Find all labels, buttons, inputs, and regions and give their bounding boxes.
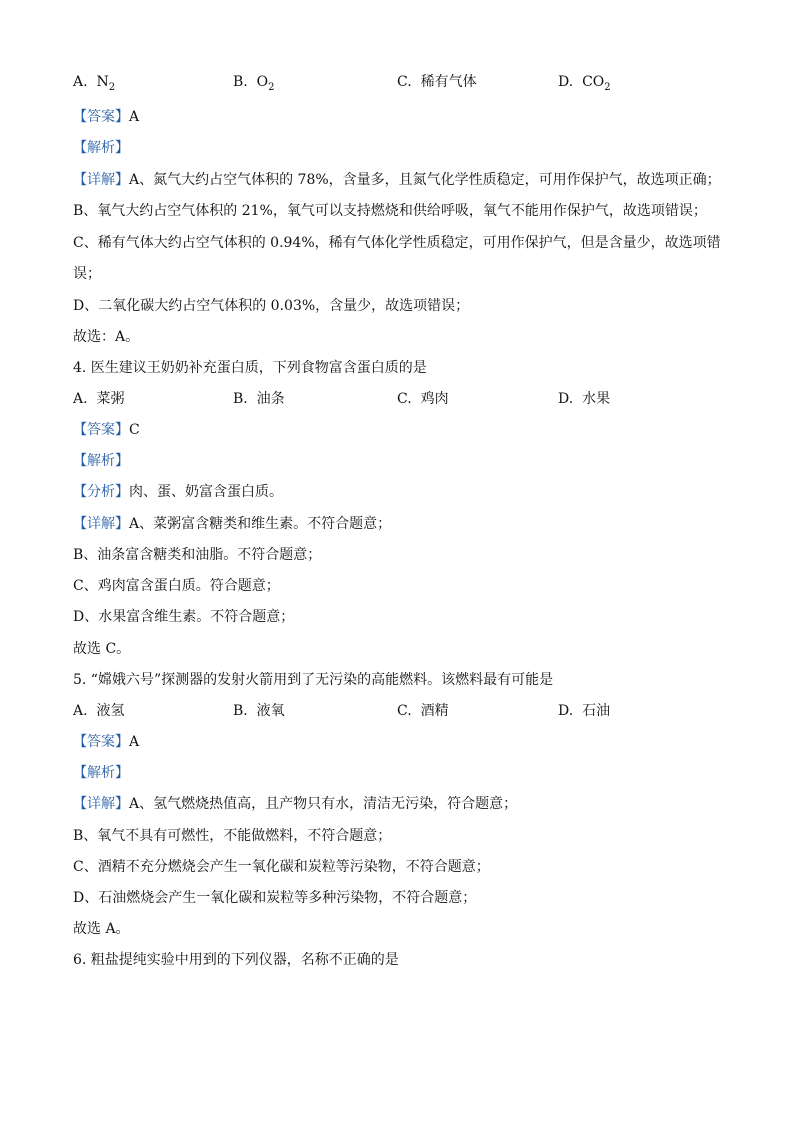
q3-answer: 【答案】A bbox=[73, 109, 140, 125]
q4-detail-line-2: B、油条富含糖类和油脂。不符合题意； bbox=[73, 547, 322, 563]
q4-conclusion: 故选 C。 bbox=[73, 641, 131, 657]
q6-question: 6. 粗盐提纯实验中用到的下列仪器，名称不正确的是 bbox=[73, 952, 399, 968]
q4-options bbox=[73, 389, 723, 409]
q4-detail-line-4: D、水果富含维生素。不符合题意； bbox=[73, 609, 295, 625]
q4-answer: 【答案】C bbox=[73, 422, 140, 438]
q5-option-c: C. 酒精 bbox=[397, 703, 449, 719]
q5-options bbox=[73, 701, 723, 721]
q3-detail-line-3: C、稀有气体大约占空气体积的 0.94%，稀有气体化学性质稳定，可用作保护气，但是含量少，故选项错 bbox=[73, 235, 721, 251]
q4-question: 4. 医生建议王奶奶补充蛋白质，下列食物富含蛋白质的是 bbox=[73, 360, 427, 376]
q5-option-d: D. 石油 bbox=[558, 703, 611, 719]
q4-option-b: B. 油条 bbox=[233, 391, 285, 407]
q3-detail-line-5: D、二氧化碳大约占空气体积的 0.03%，含量少，故选项错误； bbox=[73, 298, 470, 314]
q4-detail-line-1: 【详解】A、菜粥富含糖类和维生素。不符合题意； bbox=[73, 516, 392, 532]
q5-option-b: B. 液氧 bbox=[233, 703, 285, 719]
q3-detail-line-4: 误； bbox=[73, 266, 101, 282]
q3-option-c: C. 稀有气体 bbox=[397, 74, 477, 90]
q5-question: 5. “嫦娥六号”探测器的发射火箭用到了无污染的高能燃料。该燃料最有可能是 bbox=[73, 672, 554, 688]
q5-analysis-heading: 【解析】 bbox=[73, 765, 129, 781]
q3-conclusion: 故选：A。 bbox=[73, 329, 140, 345]
q3-option-b: B. $O_2$ bbox=[233, 74, 275, 93]
q4-option-c: C. 鸡肉 bbox=[397, 391, 449, 407]
q4-detail-line-3: C、鸡肉富含蛋白质。符合题意； bbox=[73, 578, 280, 594]
q4-option-a: A. 菜粥 bbox=[73, 391, 125, 407]
q5-detail-line-4: D、石油燃烧会产生一氧化碳和炭粒等多种污染物，不符合题意； bbox=[73, 890, 477, 906]
q5-answer: 【答案】A bbox=[73, 734, 140, 750]
q4-analysis-heading: 【解析】 bbox=[73, 453, 129, 469]
q3-detail-line-1: 【详解】A、氮气大约占空气体积的 78%，含量多，且氮气化学性质稳定，可用作保护气，故选项正确； bbox=[73, 172, 721, 188]
q5-option-a: A. 液氢 bbox=[73, 703, 125, 719]
q3-detail-line-2: B、氧气大约占空气体积的 21%，氧气可以支持燃烧和供给呼吸，氧气不能用作保护气，故选项错误； bbox=[73, 203, 707, 219]
q5-detail-line-3: C、酒精不充分燃烧会产生一氧化碳和炭粒等污染物，不符合题意； bbox=[73, 859, 490, 875]
q3-analysis-heading: 【解析】 bbox=[73, 140, 129, 156]
q4-analyze-line: 【分析】肉、蛋、奶富含蛋白质。 bbox=[73, 484, 283, 500]
q3-options bbox=[73, 72, 723, 92]
q4-option-d: D. 水果 bbox=[558, 391, 611, 407]
q5-detail-line-2: B、氧气不具有可燃性，不能做燃料，不符合题意； bbox=[73, 828, 392, 844]
q5-conclusion: 故选 A。 bbox=[73, 921, 130, 937]
q5-detail-line-1: 【详解】A、氢气燃烧热值高，且产物只有水，清洁无污染，符合题意； bbox=[73, 796, 518, 812]
q3-option-a: A. $N_2$ bbox=[73, 74, 116, 93]
q3-option-d: D. $CO_2$ bbox=[558, 74, 611, 93]
